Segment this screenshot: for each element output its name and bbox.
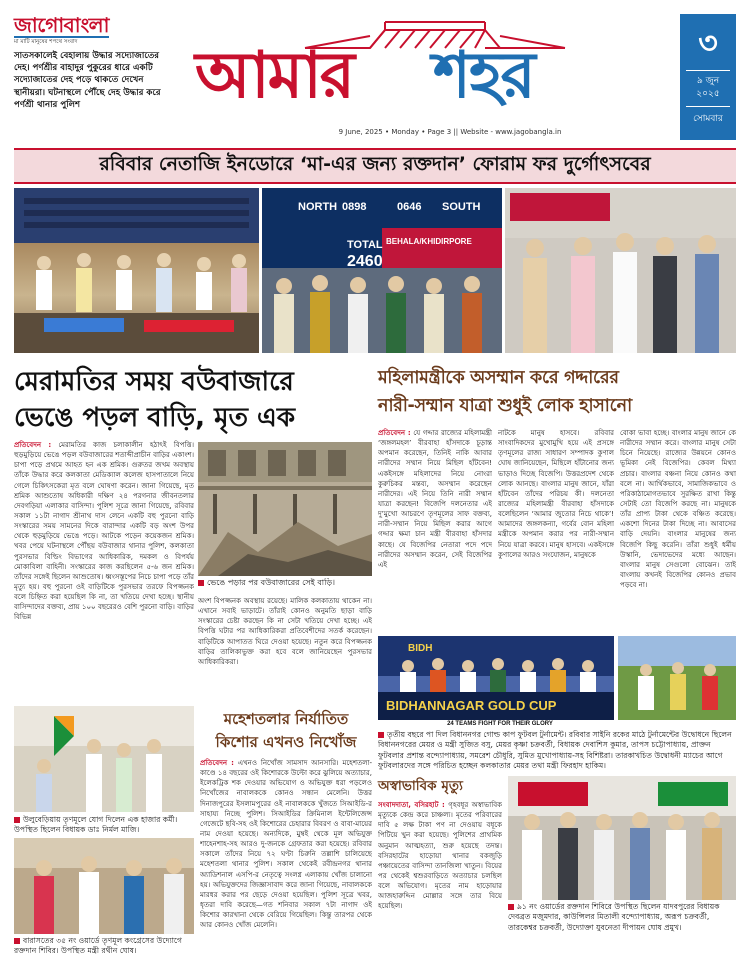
- counter-mid-value: 0646: [397, 201, 422, 213]
- story3-text: এখনও নিখোঁজ সামসাদ আনসারি। মহেশতলা-কাণ্ডে ১৪ বছরের ওই কিশোরকে উল্টো করে ঝুলিয়ে অত্যাচার, ইলেকট্রিক শক দেওয়ার অভিযোগ ও অভিযুক্ত ধরা পড়লেও নিখোঁজের নাবালককে কোনও সন্ধান মেলেনি। উত্তর দিনাজপুরের ইসলামপুরের ওই নাবালককে খুঁজতে সিআইডি-র সাহায্য নিচ্ছে পুলিশ। সিআইডির ক্রিমিনাল ইন্টেলিজেন্স গেজেটে ছবি-সহ ওই কিশোরের চেহারার বিবরণ ও বাবা-মায়ের নাম দেওয়া হয়েছে। অন্যদিকে, মুম্বই থেকে মূল অভিযুক্ত শাহেনশাহ-সহ আরও দু-জনকে গ্রেফতার করা হয়েছে। রবিবার সকালে তাঁদের নিয়ে ৭২ ঘণ্টা চিরুনি তল্লাশি চালিয়েছে মহেশতলা থানার পুলিশ। সকাল থেকেই রবীন্দ্রনগর থানার অ্যাডিশনাল এসপি-র নেতৃত্বে সংলগ্ন এলাকায় খোঁজ চালানো হয়। অভিযুক্তদের জিজ্ঞাসাবাদ করে জানা গিয়েছে, নাবালককে মারধর করার পর ছেড়ে দেওয়া হয়েছিল। পুলিশ সূত্রে খবর, ধৃতরা দাবি করেছে—গত শনিবার সকাল ৭টা নাগাদ ওই কিশোর কারখানা থেকে বেরিয়ে গিয়েছিল। কিন্তু তারপর থেকে আর কোনও খোঁজ মেলেনি।: [200, 759, 372, 930]
- date-box: [680, 14, 736, 140]
- story4-text: গৃহবধূর অস্বাভাবিক মৃত্যুকে কেন্দ্র করে চাঞ্চল্য। মৃতের পরিবারের দাবি ৫ লক্ষ টাকা পণ না দেওয়ায় বধূকে পিটিয়ে খুন করা হয়েছে। পুলিশের প্রাথমিক অনুমান আত্মহত্যা, শুরু হয়েছে তদন্ত। বসিরহাটের হাড়োয়া থানার বকজুড়ি পঞ্চায়েতের বাসিন্দা তানজিলা খাতুন। বিয়ের পর থেকেই শ্বশুরবাড়িতে অত্যাচার চলছিল বলে অভিযোগ। মৃতের নাম হাড়োয়ার আজহারুদ্দিন মোল্লার সঙ্গে তার বিয়ে হয়েছিল।: [378, 801, 502, 911]
- counter-south-label: SOUTH: [442, 201, 481, 213]
- brand-logo: [14, 14, 126, 48]
- story3-headline-line1: মহেশতলার নির্যাতিত: [223, 710, 349, 728]
- gold-cup-subtitle: 24 TEAMS FIGHT FOR THEIR GLORY: [447, 721, 553, 727]
- weekday: সোমবার: [693, 114, 723, 124]
- story1-body-continued: [198, 596, 372, 698]
- counter-north-label: NORTH: [298, 201, 338, 213]
- story1-headline: [14, 364, 364, 436]
- story2-dateline: প্রতিবেদন :: [378, 429, 411, 437]
- story1-dateline: প্রতিবেদন :: [14, 441, 52, 449]
- gold-cup-photo-2: [618, 636, 736, 720]
- story2-column-1: [378, 428, 492, 628]
- story1-photo-caption: [198, 578, 372, 589]
- blood-donation-photo-1: [14, 188, 259, 353]
- masthead-title-shohor: শহর: [433, 39, 534, 113]
- counter-total-value: 2460: [347, 253, 383, 270]
- story2-column-2-text: নাটকে মানুষ হাসবে। রবিবার সাংবাদিকদের মুখোমুখি হয়ে এই প্রসঙ্গে তৃণমূলের রাজ্য সাধারণ সম্পাদক কুণাল ঘোষ জানিয়েছেন, মিছিলে হাঁটানোর জন্য ভাড়াও দিচ্ছে বিজেপি। উত্তরপ্রদেশ থেকে লোক আনছে। বাংলার মানুষ জানে, যাঁরা হাঁটবেন তাঁদের পরিচয় কী। দলনেতা রাজ্যের মহিলামন্ত্রী বীরবাহা হাঁসদাকে বলেছিলেন ‘আমার জুতোর নিচে থাকে’! আমাদের জঙ্গলকন্যা, গর্বের বোন মহিলা মন্ত্রীকে অপমান করার পর নারী-সম্মান নিয়ে যাত্রা করবে। মানুষ হাসবে। একইসঙ্গে কুণালের আরও সংযোজন, মানুষকে: [498, 429, 614, 559]
- collapsed-building-photo: [198, 442, 372, 576]
- story2-headline-line2: নারী-সম্মান যাত্রা শুধুই লোক হাসানো: [378, 396, 632, 416]
- page-number: ৩: [698, 26, 718, 61]
- story2-column-3-text: বোকা ভাবা হচ্ছে। বাংলার মানুষ জানে কে নারীদের সম্মান করে। বাংলার মানুষ সেটা চিনে নিয়েছে। রাজ্যের উন্নয়নে কোনও ভূমিকা নেই বিজেপির। কেবল মিথ্যা প্রচার। বাংলার বঞ্চনা নিয়ে কোনও কথা বলে না। আর্থিকভাবে, সামাজিকভাবে ও পরিকাঠামোগতভাবে সুরক্ষিত রাখা কিন্তু সেটাই তো বিজেপি করছে না। মানুষকে তাঁর প্রাপ্য টাকা থেকে বঞ্চিত করেছে। একশো দিনের টাকা দিচ্ছে না। আবাসের বাড়ি দেয়নি। বাংলার মানুষের জন্য বিজেপি কিছু করেনি। তাঁরা শুধুই ধর্মীয় উস্কানি, ভেদাভেদের মধ্যে আছেন। বাংলার মানুষ সেগুলো বোঝেন। তাই বাংলায় কখনই বিজেপির কোনও প্রভাব পড়বে না।: [620, 429, 736, 590]
- story1-body: [14, 440, 194, 698]
- story1-headline-line2: ভেঙে পড়ল বাড়ি, মৃত এক: [14, 403, 296, 433]
- caption-bullet-icon: [378, 732, 384, 738]
- story4-headline: অস্বাভাবিক মৃত্যু: [378, 778, 463, 794]
- date-day: ৯ জুন: [696, 76, 720, 86]
- front-teaser: [14, 50, 172, 148]
- blood-donation-photo-3: [505, 188, 736, 353]
- story3-dateline: প্রতিবেদন :: [200, 759, 234, 767]
- uluberia-caption: [14, 815, 194, 836]
- story2-headline: [378, 364, 736, 420]
- caption-bullet-icon: [14, 817, 20, 823]
- barasat-blood-camp-photo: [14, 838, 194, 934]
- story1-headline-line1: মেরামতির সময় বউবাজারে: [14, 367, 294, 397]
- story1-photo-caption-text: ভেঙে পড়ার পর বউবাজারের সেই বাড়ি।: [207, 578, 335, 587]
- brand-tagline: মা মাটি মানুষের শপথে সংবাদ: [14, 39, 78, 45]
- caption-bullet-icon: [198, 580, 204, 586]
- gold-cup-photo-1: [378, 636, 614, 720]
- uluberia-rally-photo: [14, 706, 194, 812]
- svg-text:BIDH: BIDH: [408, 643, 433, 654]
- teaser-text: সাতসকালেই বেহালায় উদ্ধার সদ্যোজাতের দেহ। পর্ণশ্রীর বাহাদুর পুকুরের ধারে একটি সদ্যোজাতের দেহ পড়ে থাকতে দেখেন স্থানীয়রা। ঘটনাস্থলে পৌঁছে দেহ উদ্ধার করে পর্ণশ্রী থানার পুলিশ: [14, 51, 161, 110]
- story2-column-3: [620, 428, 736, 628]
- barasat-caption-text: বারাসতের ৩৫ নং ওয়ার্ডে তৃণমূল কংগ্রেসের উদ্যোগে রক্তদান শিবির। উপস্থিত মন্ত্রী রথীন ঘোষ।: [14, 936, 182, 956]
- story3-headline: [200, 708, 372, 754]
- banner-headline-text: রবিবার নেতাজি ইনডোরে ‘মা-এর জন্য রক্তদান’ ফোরাম ফর দুর্গোৎসবের: [99, 153, 651, 175]
- story4-body: [378, 800, 502, 954]
- story1-text-continued: অংশ বিপজ্জনক অবস্থায় রয়েছে। মালিক কলকাতায় থাকেন না। এখানে সবাই ভাড়াটে। তাঁরাই কোনও অনুমতি ছাড়া বাড়ি সংস্কারের চেষ্টা করছেন কি না সেটা খতিয়ে দেখা হচ্ছে। এই বিপত্তি ঘটার পর আধিকারিকরা প্রতিবেশীদের সতর্ক করেছেন। বাড়িটিকে আপাতত ঘিরে দেওয়া হয়েছে। নতুন করে বিপজ্জনক বাড়ির তালিকাভুক্ত করা হবে বলে জানিয়েছেন পুরসভার আধিকারিকরা।: [198, 597, 372, 666]
- brand-logo-text: জাগোবাংলা: [14, 13, 109, 37]
- stall-label: BEHALA/KHIDIRPORE: [386, 237, 472, 246]
- story4-dateline: সংবাদদাতা, বসিরহাট :: [378, 801, 445, 809]
- story3-body: [200, 758, 372, 954]
- counter-north-value: 0898: [342, 201, 367, 213]
- story2-headline-line1: মহিলামন্ত্রীকে অসম্মান করে গদ্দারের: [378, 368, 619, 388]
- masthead: [185, 18, 670, 114]
- story2-column-1-text: যে গদ্দার রাজ্যের মহিলামন্ত্রী ‘জঙ্গলমহল’ বীরবাহা হাঁসদাকে চূড়ান্ত অপমান করেছেন, তিনিই নাকি আবার নারীদের সম্মান নিয়ে মিছিল হাঁটবেন! একইসঙ্গে মহিলাদের নিয়ে নোংরা কুরুচিকর মন্তব্য, অসম্মান করেছেন নারীদের। এই নিয়ে তিনি নারী সম্মান যাত্রা করছেন! বিজেপি দলনেতার এই দু’মুখো আচরণে তৃণমূলের সাফ বক্তব্য, নারী-সম্মান নিয়ে মিছিল করার আগে গদ্দার ক্ষমা চান মন্ত্রী বীরবাহা হাঁসদার কাছে। যে বিজেপির নেতারা পদে পদে নারীদের অসম্মান করেন, সেই বিজেপির এই: [378, 429, 492, 569]
- gold-cup-banner-text: BIDHANNAGAR GOLD CUP: [386, 698, 557, 713]
- dateline-strip: 9 June, 2025 • Monday • Page 3 || Website - www.jagobangla.in: [338, 128, 562, 136]
- gold-cup-caption: [378, 730, 736, 770]
- story2-column-2: [498, 428, 614, 628]
- ward-91-caption-text: ৯১ নং ওয়ার্ডের রক্তদান শিবিরে উপস্থিত ছিলেন যাদবপুরের বিধায়ক দেবব্রত মজুমদার, কাউন্সিলর মিতালী বন্দ্যোপাধ্যায়, অরূপ চক্রবর্তী, তারকেশ্বর চক্রবর্তী, উদ্যোক্তা যুবনেতা দীপায়ন ঘোষ প্রমুখ।: [508, 902, 720, 932]
- story1-text: মেরামতির কাজ চলাকালীন হঠাৎই বিপত্তি। হুড়মুড়িয়ে ভেঙে পড়ল বউবাজারের শতাব্দীপ্রাচীন বাড়ির একাংশ। চাপা পড়ে প্রথমে আহত হন এক শ্রমিক। গুরুতর জখম অবস্থায় তাঁকে উদ্ধার করে কলকাতা মেডিক্যাল কলেজ হাসপাতালে নিয়ে গেলে চিকিৎসকেরা মৃত বলে ঘোষণা করেন। জানা গিয়েছে, মৃত শ্রমিক আশুতোষ অধিকারী দক্ষিণ ২৪ পরগনার জীবনতলার দেবগড়িয়া এলাকার বাসিন্দা। পুলিশ সূত্রে জানা গিয়েছে, রবিবার সকাল ১১টা নাগাদ শ্রীনাথ দাস লেনে একটি বহু পুরনো বাড়ি সংস্কারের সময় সামনের দিকে বারান্দার একটি বড় অংশ উপর থেকে হুড়মুড়িয়ে ভেঙে পড়ে। আটকে পড়েন কয়েকজন শ্রমিক। খবর পেয়ে ঘটনাস্থলে পৌঁছয় বউবাজার থানার পুলিশ, কলকাতা পুরসভার বিল্ডিং বিভাগের আধিকারিক, দমকল ও বিপর্যয় মোকাবিলা বাহিনী। সংস্কারের কাজ করছিলেন ৫-৬ জন শ্রমিক। তাঁদের সঙ্গেই ছিলেন আশুতোষ। ধ্বংসস্তূপের নিচে চাপা পড়ে তাঁর মৃত্যু হয়। বহু পুরনো ওই বাড়িটিকে পুরসভার তরফে বিপজ্জনক বলে চিহ্নিত করা হয়েছিল কি না, তা খতিয়ে দেখা হচ্ছে। স্থানীয় বাসিন্দাদের বক্তব্য, প্রায় ১০০ বছরেরও বেশি পুরনো বাড়ি। বাড়ির বিভিন্ন: [14, 441, 194, 622]
- banner-headline: [14, 148, 736, 184]
- barasat-caption: [14, 936, 194, 957]
- ward-91-blood-camp-photo: [508, 776, 736, 900]
- caption-bullet-icon: [14, 938, 20, 944]
- uluberia-caption-text: উলুবেড়িয়ায় তৃণমূলে যোগ দিলেন এক হাজার কর্মী। উপস্থিত ছিলেন বিধায়ক ডাঃ নির্মল মাজি।: [14, 815, 178, 835]
- date-year: ২০২৫: [696, 89, 720, 99]
- counter-total-label: TOTAL: [347, 239, 383, 251]
- masthead-title-amar: আমার: [195, 39, 353, 113]
- blood-donation-photo-2: [262, 188, 502, 353]
- story3-headline-line2: কিশোর এখনও নিখোঁজ: [215, 733, 357, 751]
- gold-cup-caption-text: তৃতীয় বছরে পা দিল বিধাননগর গোল্ড কাপ ফুটবল টুর্নামেন্ট। রবিবার সাইনি রকের মাঠে টুর্নামেন্টের উদ্বোধনে ছিলেন বিধাননগরের মেয়র ও মন্ত্রী সুজিত বসু, মেয়র কৃষ্ণা চক্রবর্তী, বিধায়ক দেবাশিস কুমার, তাপস চট্টোপাধ্যায়, প্রাক্তন ফুটবলার প্রশান্ত বন্দ্যোপাধ্যায়, সমরেশ চৌধুরি, সুমিত মুখোপাধ্যায়-সহ বিশিষ্টরা। তারকাখচিত উদ্বোধনী ম্যাচের আগে ফুটবলারদের সঙ্গে পরিচিত হচ্ছেন কলকাতার মেয়র তথা মন্ত্রী ফিরহাদ হাকিম।: [378, 730, 732, 770]
- ward-91-caption: [508, 902, 736, 956]
- caption-bullet-icon: [508, 904, 514, 910]
